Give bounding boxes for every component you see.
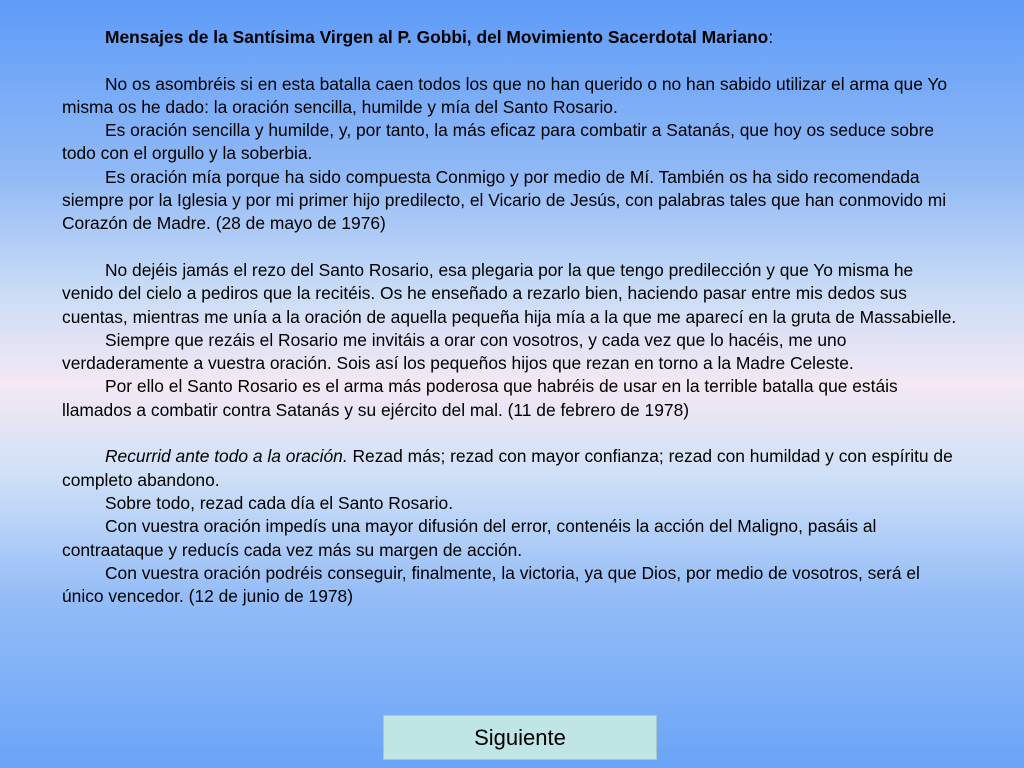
paragraph: Con vuestra oración podréis conseguir, finalmente, la victoria, ya que Dios, por medio de vosotros, será el único vencedor. (12 de junio de 1978) (62, 562, 920, 607)
paragraph-gap (62, 236, 957, 259)
heading-colon: : (768, 27, 774, 47)
paragraph: Siempre que rezáis el Rosario me invitáis a orar con vosotros, y cada vez que lo hacéis, me uno verdaderamente a vuestra oración. Sois así los pequeños hijos que rezan en torno a la Madre Celeste. (62, 329, 854, 374)
paragraph-text: Rezad más; rezad con mayor confianza; rezad con humildad y con espíritu de completo abandono. (62, 446, 953, 490)
paragraph: No os asombréis si en esta batalla caen todos los que no han querido o no han sabido utilizar el arma que Yo misma os he dado: la oración sencilla, humilde y mía del Santo Rosario. (62, 73, 948, 117)
paragraph-gap (62, 422, 957, 445)
heading-title: Mensajes de la Santísima Virgen al P. Gobbi, del Movimiento Sacerdotal Mariano (105, 27, 769, 47)
paragraph: No dejéis jamás el rezo del Santo Rosario, esa plegaria por la que tengo predilección y que Yo misma he venido del cielo a pediros que la recitéis. Os he enseñado a rezarlo bien, haciendo pasar entre mis dedos sus cuentas, mientras me unía a la oración de aquella pequeña hija mía a la que me aparecí en la gruta de Massabielle. (62, 259, 957, 327)
paragraph: Con vuestra oración impedís una mayor difusión del error, contenéis la acción del Maligno, pasáis al contraataque y reducís cada vez más su margen de acción. (62, 516, 877, 560)
message-heading (62, 26, 957, 49)
message-text-body (62, 26, 957, 608)
paragraph: Por ello el Santo Rosario es el arma más poderosa que habréis de usar en la terrible batalla que estáis llamados a combatir contra Satanás y su ejército del mal. (11 de febrero de 1978) (62, 376, 898, 420)
paragraph-gap (62, 49, 957, 72)
paragraph: Es oración mía porque ha sido compuesta Conmigo y por medio de Mí. También os ha sido recomendada siempre por la Iglesia y por mi primer hijo predilecto, el Vicario de Jesús, con palabras tales que han conmovido mi Corazón de Madre. (28 de mayo de 1976) (62, 166, 947, 234)
next-button-label: Siguiente (474, 724, 566, 750)
paragraph (62, 445, 957, 492)
next-button[interactable] (383, 715, 657, 760)
italic-phrase: Recurrid ante todo a la oración. (105, 446, 348, 467)
paragraph: Sobre todo, rezad cada día el Santo Rosario. (105, 492, 454, 513)
paragraph: Es oración sencilla y humilde, y, por tanto, la más eficaz para combatir a Satanás, que hoy os seduce sobre todo con el orgullo y la soberbia. (62, 120, 935, 164)
